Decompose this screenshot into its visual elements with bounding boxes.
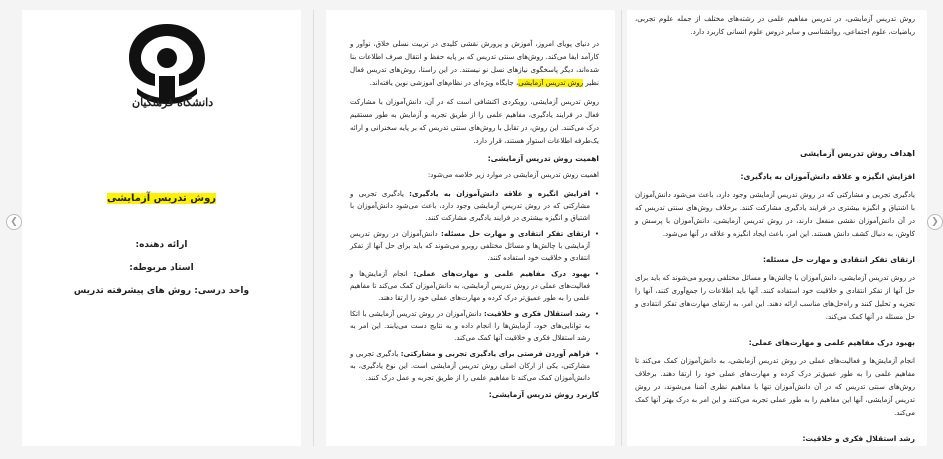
page-three — [627, 10, 927, 446]
importance-heading: اهمیت روش تدریس آزمایشی: — [487, 154, 599, 163]
presenter-label: ارائه دهنده: — [135, 240, 188, 250]
logo-text: دانشگاه فرهنگیان — [132, 96, 214, 109]
bullet-text: یادگیری تجربی و مشارکتی، یکی از ارکان اصلی روش تدریس آزمایشی است. این نوع یادگیری، به دانش‌آموزان کمک می‌کند تا مفاهیم علمی را از طریق تجربه و عمل درک کنند. — [350, 350, 590, 382]
bullet-text: انجام آزمایش‌ها و فعالیت‌های عملی در روش تدریس آزمایشی، به دانش‌آموزان کمک می‌کند تا مفاهیم علمی را به طور عمیق‌تر درک کرده و مهارت‌های عملی خود را ارتقا دهند. — [350, 270, 590, 302]
cover-title — [22, 193, 301, 204]
cover-title-text: روش تدریس آزمایشی — [106, 193, 217, 204]
usage-heading: کاربرد روش تدریس آزمایشی: — [488, 390, 599, 399]
bullet-text: دانش‌آموزان در روش تدریس آزمایشی با اتکا به توانایی‌های خود، آزمایش‌ها را انجام داده و به نتایج دست می‌یابند. این امر به رشد استقلال فکری و خلاقیت آنها کمک می‌کند. — [350, 310, 590, 342]
bullet-item — [350, 308, 599, 344]
intro-text-1: در دنیای پویای امروز، آموزش و پرورش نقشی کلیدی در تربیت نسلی خلاق، نوآور و کارآمد ایفا می‌کند. روش‌های سنتی تدریس که بر پایه حفظ و انتقال صرف اطلاعات بنا شده‌اند، دیگر پاسخگوی نیازهای نسل نو نیستند. در این راستا، روش‌های تدریس فعال نظیر — [350, 40, 599, 87]
cover-page — [22, 10, 301, 446]
course-line: واحد درسی: روش های پیشرفته تدریس — [73, 286, 250, 296]
bullet-text: دانش‌آموزان در روش تدریس آزمایشی با چالش‌ها و مسائل مختلفی روبرو می‌شوند که باید برای حل آنها از تفکر انتقادی و خلاقیت خود استفاده کنند. — [350, 230, 590, 262]
importance-intro: اهمیت روش تدریس آزمایشی در موارد زیر خلاصه می‌شود: — [427, 171, 599, 179]
page-divider — [621, 10, 622, 446]
bullet-bold: بهبود درک مفاهیم علمی و مهارت‌های عملی: — [413, 270, 590, 278]
definition-paragraph: روش تدریس آزمایشی، رویکردی اکتشافی است که در آن، دانش‌آموزان با مشارکت فعال در فرایند یادگیری، مفاهیم علمی را از طریق تجربه و آزمایش به طور مستقیم درک می‌کنند. این روش، در تقابل با روش‌های سنتی تدریس که بر پایه سخنرانی و ارائه یک‌طرفه اطلاعات استوار هستند، قرار دارد. — [350, 98, 599, 145]
page-two — [326, 10, 615, 446]
goal-text: در روش تدریس آزمایشی، دانش‌آموزان با چالش‌ها و مسائل مختلفی روبرو می‌شوند که باید برای حل آنها از تفکر انتقادی و خلاقیت خود استفاده کنند. آنها باید اطلاعات را جمع‌آوری کنند، آنها را تجزیه و تحلیل کنند و راه‌حل‌های مناسب ارائه دهند. این امر، به ارتقای مهارت‌های تفکر انتقادی و حل مسئله در آنها کمک می‌کند. — [635, 274, 915, 321]
intro-text-2: ، جایگاه ویژه‌ای در نظام‌های آموزشی نوین یافته‌اند. — [369, 79, 519, 87]
bullet-bold: ارتقای تفکر انتقادی و مهارت حل مسئله: — [441, 230, 591, 238]
goal-text: یادگیری تجربی و مشارکتی که در روش تدریس آزمایشی وجود دارد، باعث می‌شود دانش‌آموزان با اشتیاق و انگیزه بیشتری در فرایند یادگیری مشارکت کنند. برخلاف روش‌های سنتی تدریس که در آن دانش‌آموزان نقشی منفعل دارند، در روش تدریس آزمایشی، دانش‌آموزان با پرسش و کاوش، به دنبال کشف دانش هستند. این امر، باعث ایجاد انگیزه و علاقه در آنها می‌شود. — [635, 191, 915, 238]
bullet-bold: افزایش انگیزه و علاقه دانش‌آموزان به یادگیری: — [409, 190, 590, 198]
intro-paragraph — [350, 38, 599, 90]
goal-heading: رشد استقلال فکری و خلاقیت: — [802, 434, 915, 443]
goal-text: انجام آزمایش‌ها و فعالیت‌های عملی در روش تدریس آزمایشی، به دانش‌آموزان کمک می‌کند تا مفاهیم علمی را به طور عمیق‌تر درک کرده و مهارت‌های عملی خود را ارتقا دهند. برخلاف روش‌های سنتی تدریس که در آن دانش‌آموزان تنها با مفاهیم نظری آشنا می‌شوند، در روش تدریس آزمایشی، آنها این مفاهیم را به طور عملی تجربه می‌کنند و این امر به درک بهتر آنها کمک می‌کند. — [635, 357, 915, 417]
usage-paragraph: روش تدریس آزمایشی، در تدریس مفاهیم علمی در رشته‌های مختلف از جمله علوم تجربی، ریاضیات، علوم اجتماعی، روانشناسی و سایر دروس علوم انسانی کاربرد دارد. — [635, 15, 915, 36]
intro-highlight: روش تدریس آزمایشی — [518, 79, 584, 87]
goals-heading: اهداف روش تدریس آزمایشی — [799, 149, 915, 158]
bullet-item — [350, 348, 599, 384]
bullet-item — [350, 268, 599, 304]
goal-heading: ارتقای تفکر انتقادی و مهارت حل مسئله: — [762, 255, 915, 264]
goal-heading: بهبود درک مفاهیم علمی و مهارت‌های عملی: — [748, 338, 915, 347]
page-divider — [313, 10, 314, 446]
goal-heading: افزایش انگیزه و علاقه دانش‌آموزان به یادگیری: — [740, 172, 915, 181]
previous-page-arrow[interactable]: ❮ — [6, 214, 22, 230]
bullet-item — [350, 228, 599, 264]
next-page-arrow[interactable]: ❯ — [927, 214, 943, 230]
bullet-bold: رشد استقلال فکری و خلاقیت: — [483, 310, 590, 318]
bullet-text: یادگیری تجربی و مشارکتی که در روش تدریس آزمایشی وجود دارد، باعث می‌شود دانش‌آموزان با اشتیاق و انگیزه بیشتری در فرایند یادگیری مشارکت کنند. — [350, 190, 590, 222]
bullet-item — [350, 188, 599, 224]
instructor-label: استاد مربوطه: — [129, 263, 194, 273]
bullet-bold: فراهم آوردن فرصتی برای یادگیری تجربی و مشارکتی: — [400, 350, 590, 358]
